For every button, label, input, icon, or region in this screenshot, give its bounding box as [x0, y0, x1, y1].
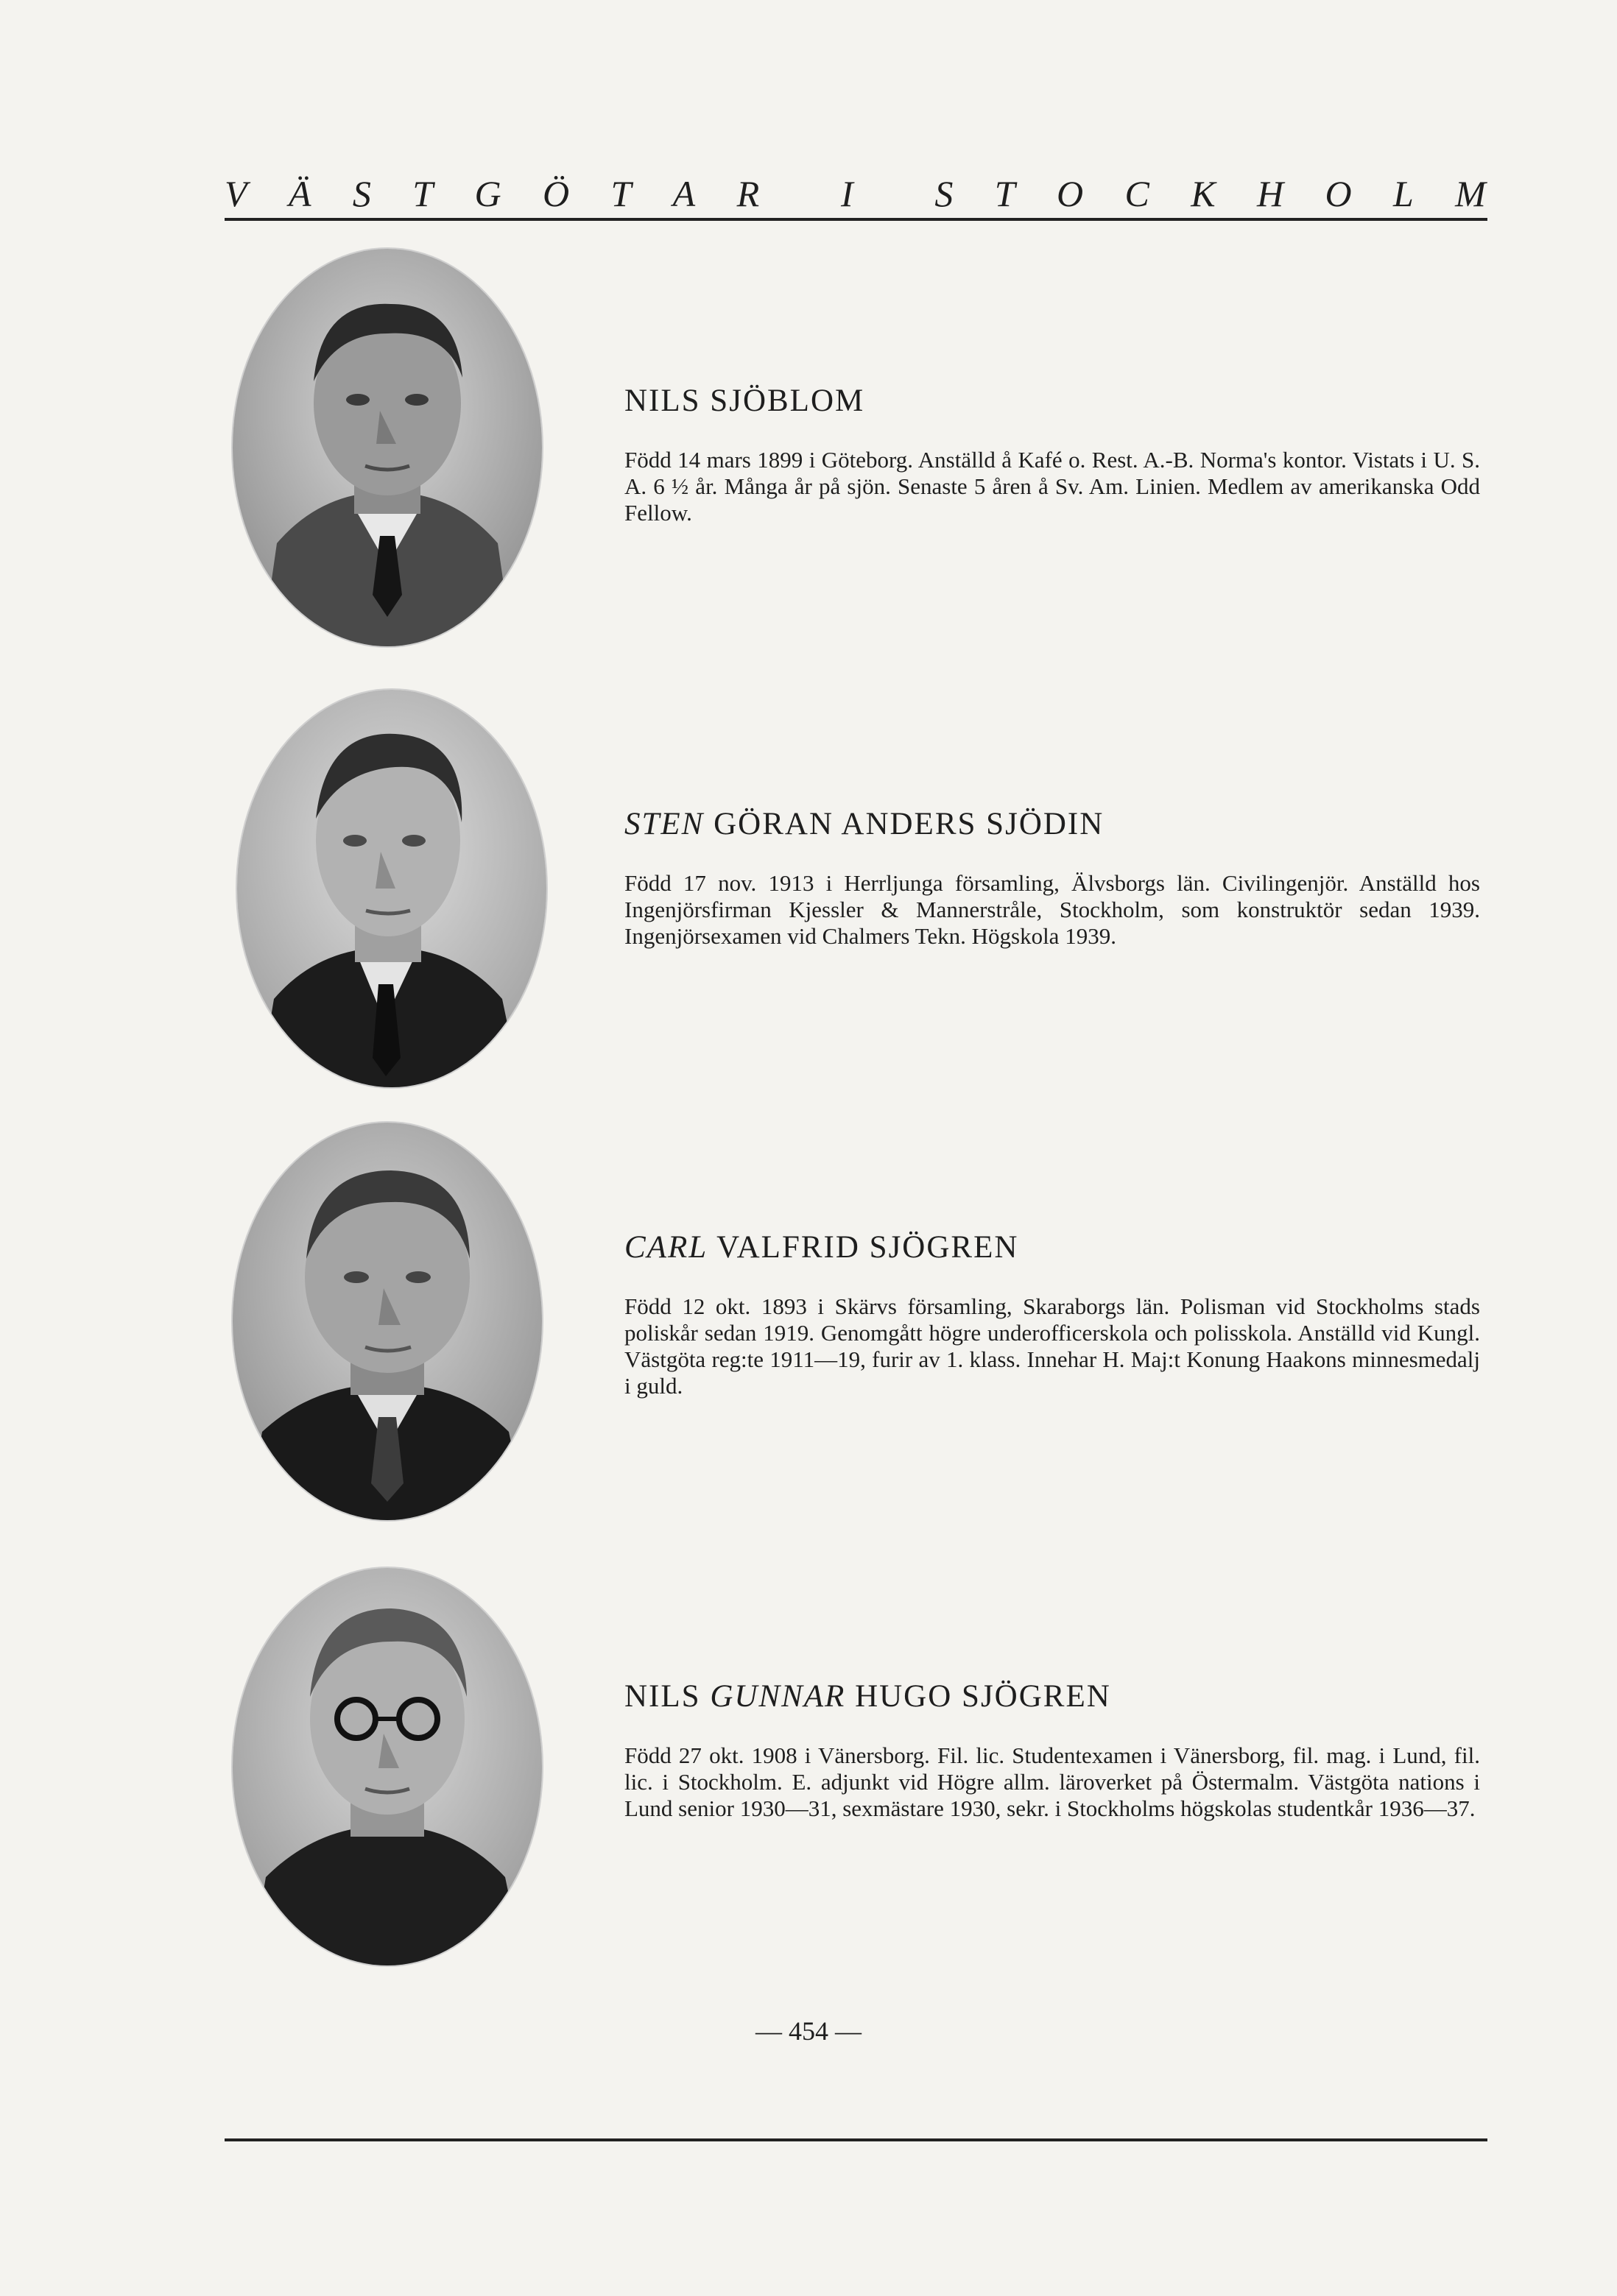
name-part: NILS — [624, 1679, 711, 1714]
entry-name — [624, 806, 1480, 842]
header-letter: K — [1191, 173, 1217, 214]
portrait-sten-sjodin — [237, 690, 546, 1087]
header-letter: Ä — [288, 173, 313, 214]
footer-rule — [225, 2138, 1487, 2141]
header-letter: T — [412, 173, 435, 214]
entry-gunnar-sjogren — [624, 1678, 1480, 1822]
name-part: STEN — [624, 807, 705, 841]
header-letter: H — [1256, 173, 1286, 214]
header-letter: R — [736, 173, 761, 214]
header-letter: O — [1056, 173, 1085, 214]
entry-name — [624, 1678, 1480, 1714]
name-part: HUGO SJÖGREN — [845, 1679, 1111, 1714]
name-part: NILS SJÖBLOM — [624, 384, 865, 418]
entry-sten-sjodin — [624, 806, 1480, 950]
header-letter: S — [352, 173, 373, 214]
header-letter: A — [672, 173, 697, 214]
name-part: GUNNAR — [710, 1679, 846, 1714]
header-letter: S — [934, 173, 955, 214]
portrait-gunnar-sjogren — [233, 1568, 542, 1965]
name-part: GÖRAN ANDERS SJÖDIN — [704, 807, 1105, 841]
header-letter: O — [1325, 173, 1353, 214]
name-part: CARL — [624, 1230, 708, 1265]
header-letter: V — [225, 173, 249, 214]
entry-bio: Född 27 okt. 1908 i Vänersborg. Fil. lic. Studentexamen i Vänersborg, fil. mag. i Lund, fil. lic. i Stockholm. E. adjunkt vid Högre allm. läroverket på Östermalm. Västgöta nations i Lund senior 1930—31, sexmästare 1930, sekr. i Stockholms högskolas studentkår 1936—37. — [624, 1742, 1480, 1821]
entry-carl-sjogren — [624, 1229, 1480, 1399]
page-number: — 454 — — [755, 2016, 862, 2046]
entry-nils-sjoblom — [624, 383, 1480, 526]
header-letter: I — [840, 173, 855, 214]
header-letter: Ö — [542, 173, 571, 214]
entry-name — [624, 383, 1480, 419]
header-letter: G — [474, 173, 503, 214]
entry-bio: Född 17 nov. 1913 i Herrljunga församling, Älvsborgs län. Civilingenjör. Anställd hos Ingenjörsfirman Kjessler & Mannerstråle, Stockholm, som konstruktör sedan 1939. Ingenjörsexamen vid Chalmers Tekn. Högskola 1939. — [624, 870, 1480, 949]
header-rule — [225, 218, 1487, 221]
portrait-nils-sjoblom — [233, 249, 542, 646]
entry-bio: Född 14 mars 1899 i Göteborg. Anställd å Kafé o. Rest. A.-B. Norma's kontor. Vistats i U. S. A. 6 ½ år. Många år på sjön. Senaste 5 åren å Sv. Am. Linien. Medlem av amerikanska Odd Fellow. — [624, 447, 1480, 526]
header-letter: L — [1392, 173, 1415, 214]
header-letter: C — [1124, 173, 1151, 214]
portrait-carl-sjogren — [233, 1123, 542, 1520]
entry-bio: Född 12 okt. 1893 i Skärvs församling, Skaraborgs län. Polisman vid Stockholms stads poliskår sedan 1919. Genomgått högre underofficerskola och polisskola. Anställd vid Kungl. Västgöta reg:te 1911—19, furir av 1. klass. Innehar H. Maj:t Konung Haakons minnesmedalj i guld. — [624, 1293, 1480, 1399]
running-header — [225, 163, 1487, 215]
entry-name — [624, 1229, 1480, 1265]
header-letter: T — [994, 173, 1017, 214]
name-part: VALFRID SJÖGREN — [708, 1230, 1019, 1265]
header-letter: M — [1455, 173, 1487, 214]
header-letter: T — [610, 173, 633, 214]
